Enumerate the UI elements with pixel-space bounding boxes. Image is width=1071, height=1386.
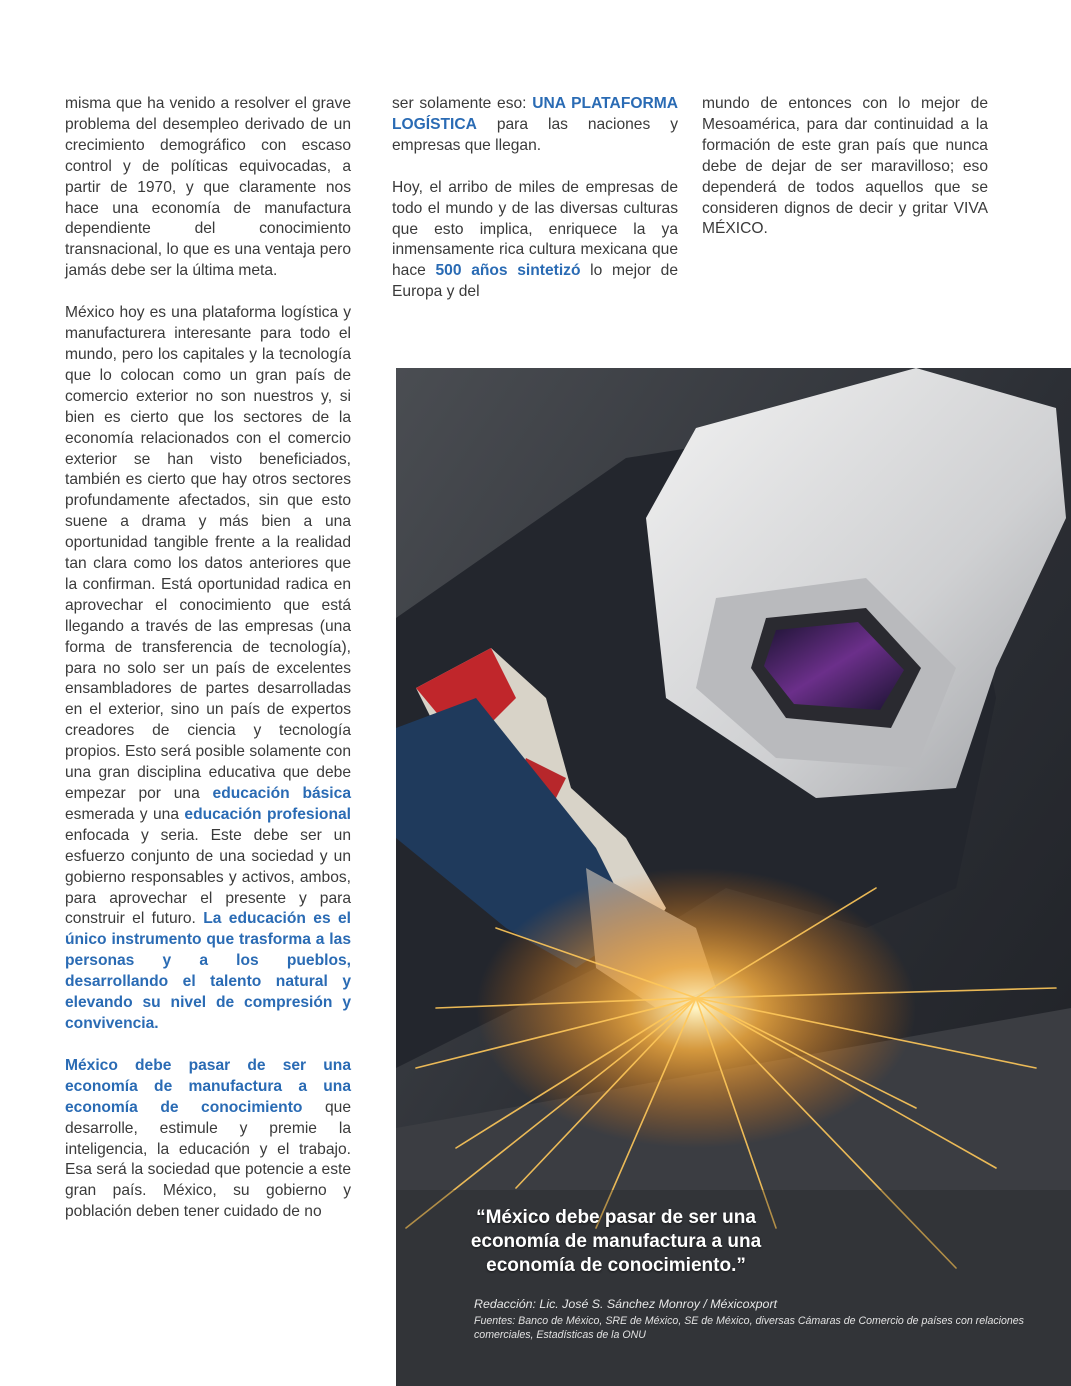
highlight-professional-education: educación profesional (184, 805, 351, 823)
paragraph-text: que desarrolle, estimule y premie la inteligencia, la educación y el trabajo. Esa será la sociedad que potencie a este gran país. México, su gobierno y población deben tener cuidado de no (65, 1098, 351, 1221)
paragraph-text: enfocada y seria. Este debe ser un esfuerzo conjunto de una sociedad y un gobierno responsables y activos, ambos, para aprovechar el presente y para construir el futuro. (65, 826, 351, 928)
highlight-knowledge-economy: México debe pasar de ser una economía de manufactura a una economía de conocimiento (65, 1056, 351, 1116)
paragraph-text: México hoy es una plataforma logística y manufacturera interesante para todo el mundo, pero los capitales y la tecnología que lo colocan como un gran país de comercio exterior no son nuestros y, si bien es cierto que los sectores de la economía relacionados con el comercio exterior se han visto beneficiados, también es cierto que hay otros sectores profundamente afectados, sin que esto suene a drama y más bien a una oportunidad tangible frente a la realidad tan clara como los datos anteriores que la confirman. Está oportunidad radica en aprovechar el conocimiento que está llegando a través de las empresas (una forma de transferencia de tecnología), para no solo ser un país de excelentes ensambladores de partes desarrolladas en el exterior, sino un país de expertos creadores de ciencia y tecnología propios. Esto será posible solamente con una gran disciplina educativa que debe empezar por una (65, 304, 351, 802)
paragraph (65, 1056, 351, 1223)
paragraph-text: esmerada y una (65, 805, 185, 823)
paragraph-text: mundo de entonces con lo mejor de Mesoamérica, para dar continuidad a la formación de este gran país que nunca debe de dejar de ser maravilloso; eso dependerá de todos aquellos que se consideren dignos de decir y gritar VIVA MÉXICO. (702, 95, 988, 238)
article-column-3 (702, 94, 988, 261)
paragraph-text: ser solamente eso: (392, 95, 533, 112)
article-column-1 (65, 94, 351, 1244)
sources-note: Fuentes: Banco de México, SRE de México, SE de México, diversas Cámaras de Comercio de países con relaciones comerciales, Estadísticas de la ONU (474, 1315, 1024, 1341)
paragraph-text: lo mejor de Europa y del (392, 262, 678, 301)
paragraph-text: Hoy, el arribo de miles de empresas de todo el mundo y de las diversas culturas que esto implica, enriquece la ya inmensamente rica cultura mexicana que hace (392, 178, 678, 280)
highlight-basic-education: educación básica (212, 785, 351, 802)
article-column-2 (392, 94, 678, 324)
paragraph (392, 94, 678, 157)
paragraph (702, 94, 988, 240)
pull-quote: “México debe pasar de ser una economía de manufactura a una economía de conocimiento.” (470, 1207, 762, 1276)
highlight-500-years: 500 años sintetizó (435, 262, 581, 280)
highlight-logistics-platform: UNA PLATAFORMA LOGÍSTICA (392, 95, 678, 133)
author-credit: Redacción: Lic. José S. Sánchez Monroy / Méxicoxport (474, 1297, 778, 1311)
paragraph-text: misma que ha venido a resolver el grave problema del desempleo derivado de un crecimiento demográfico con escaso control y de políticas equivocadas, a partir de 1970, y que claramente nos hace una economía de manufactura dependiente del conocimiento transnacional, lo que es una ventaja pero jamás debe ser la última meta. (65, 95, 351, 280)
welder-photo (396, 368, 1071, 1386)
paragraph (65, 303, 351, 1035)
highlight-education-statement: La educación es el único instrumento que trasforma a las personas y a los pueblos, desarrollando el talento natural y elevando su nivel de compresión y convivencia. (65, 910, 351, 1032)
paragraph (392, 178, 678, 303)
paragraph-text: para las naciones y empresas que llegan. (392, 115, 678, 154)
paragraph (65, 94, 351, 282)
